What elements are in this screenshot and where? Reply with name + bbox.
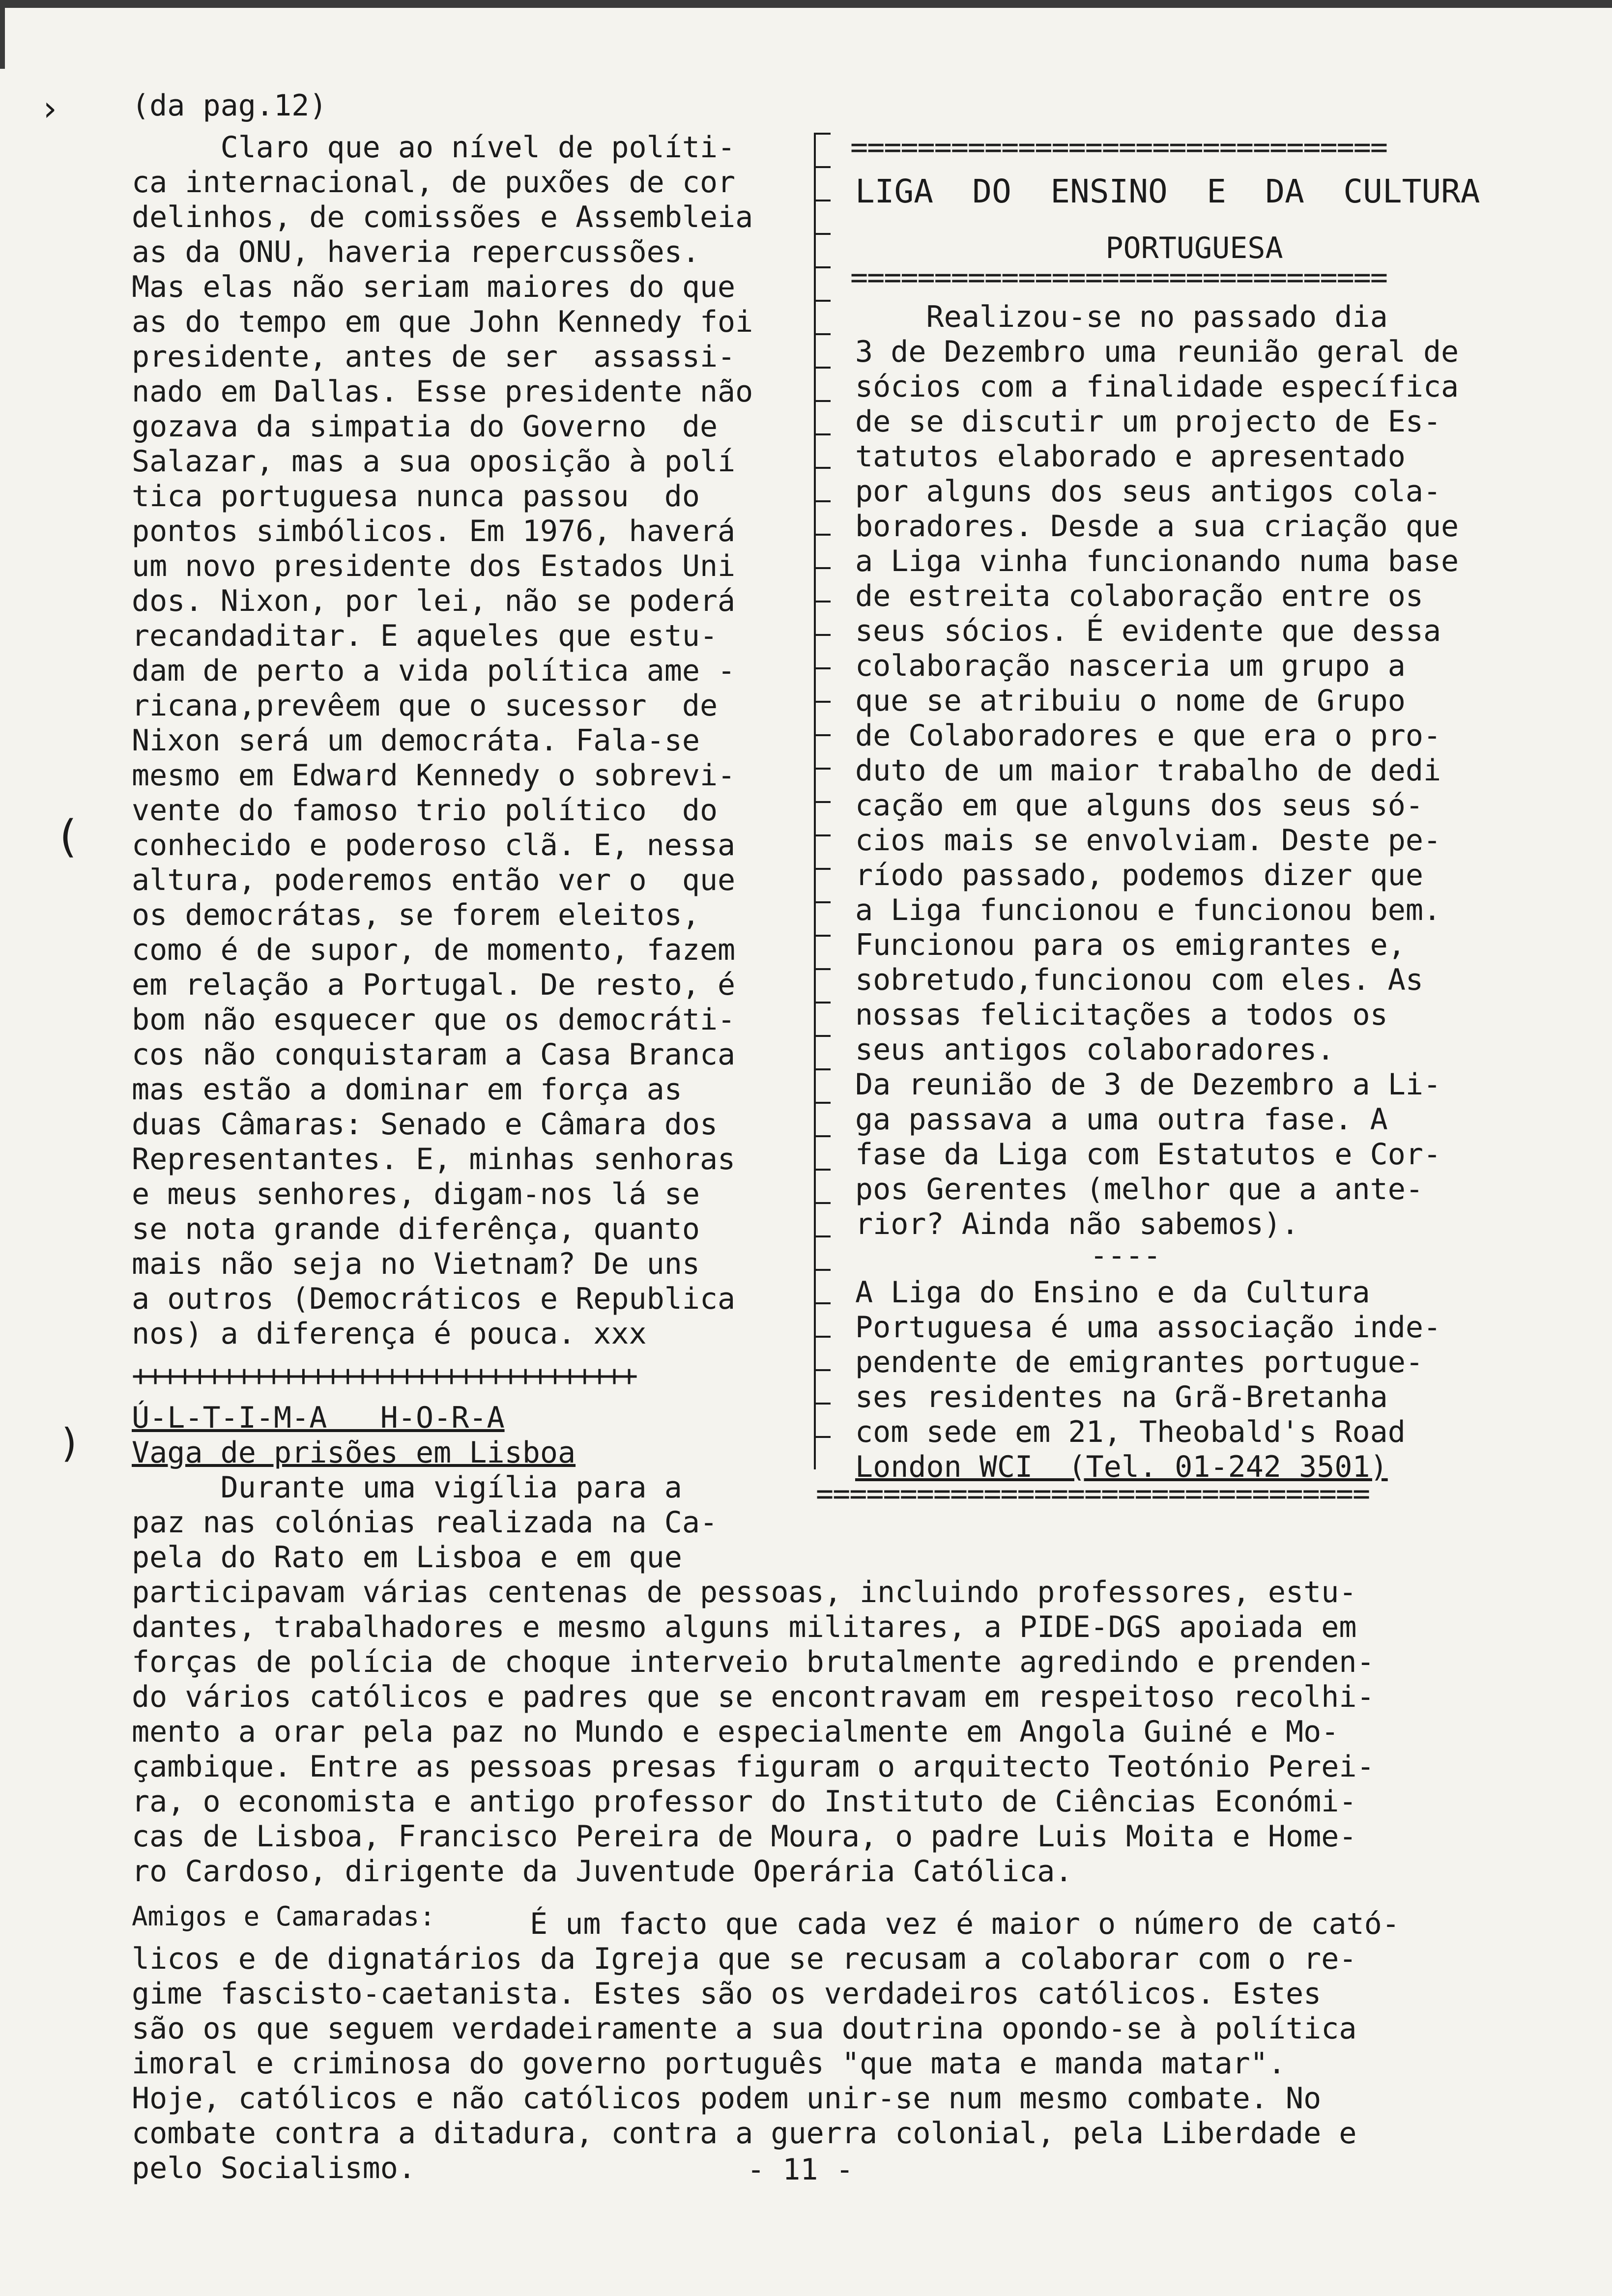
text-line: fase da Liga com Estatutos e Cor- — [855, 1137, 1441, 1172]
text-line: tatutos elaborado e apresentado — [855, 439, 1406, 474]
text-line: a outros (Democráticos e Republica — [132, 1282, 736, 1316]
text-line: conhecido e poderoso clã. E, nessa — [132, 828, 736, 862]
text-line: participavam várias centenas de pessoas, incluindo professores, estu- — [132, 1575, 1357, 1609]
box-subtitle: PORTUGUESA — [1105, 231, 1283, 265]
address-line: A Liga do Ensino e da Cultura — [855, 1275, 1370, 1310]
text-line: mento a orar pela paz no Mundo e especialmente em Angola Guiné e Mo- — [132, 1715, 1339, 1749]
text-line: são os que seguem verdadeiramente a sua doutrina opondo-se à política — [132, 2011, 1357, 2046]
text-line: de se discutir um projecto de Es- — [855, 404, 1441, 439]
dash-separator: ---- — [1090, 1238, 1161, 1273]
text-line: ro Cardoso, dirigente da Juventude Operária Católica. — [132, 1854, 1073, 1889]
text-line: cas de Lisboa, Francisco Pereira de Moura, o padre Luis Moita e Home- — [132, 1819, 1357, 1854]
text-line: mesmo em Edward Kennedy o sobrevi- — [132, 758, 736, 793]
text-line: presidente, antes de ser assassi- — [132, 340, 736, 374]
text-line: Realizou-se no passado dia — [855, 300, 1388, 334]
text-line: altura, poderemos então ver o que — [132, 863, 736, 897]
page-top-edge — [0, 0, 1612, 8]
text-line: e meus senhores, digam-nos lá se — [132, 1177, 700, 1211]
margin-paren: ) — [58, 1420, 82, 1466]
text-line: Da reunião de 3 de Dezembro a Li- — [855, 1067, 1441, 1102]
plus-rule: ++++++++++++++++++++++++++++++++++ — [132, 1361, 635, 1391]
text-line: gozava da simpatia do Governo de — [132, 409, 718, 444]
address-line: Portuguesa é uma associação inde- — [855, 1310, 1441, 1345]
text-line: pontos simbólicos. Em 1976, haverá — [132, 514, 736, 548]
text-line: duto de um maior trabalho de dedi — [855, 753, 1441, 788]
address-bottom-rule: ================================= — [816, 1479, 1370, 1509]
text-line: do vários católicos e padres que se encontravam em respeitoso recolhi- — [132, 1680, 1375, 1714]
text-line: a Liga funcionou e funcionou bem. — [855, 893, 1441, 927]
text-line: Durante uma vigília para a — [132, 1470, 682, 1505]
right-column — [855, 300, 1533, 1242]
text-line: que se atribuiu o nome de Grupo — [855, 684, 1406, 718]
text-line: em relação a Portugal. De resto, é — [132, 968, 736, 1002]
text-line: ca internacional, de puxões de cor — [132, 165, 736, 200]
text-line: boradores. Desde a sua criação que — [855, 509, 1459, 544]
text-line: duas Câmaras: Senado e Câmara dos — [132, 1107, 718, 1142]
page-left-edge — [0, 0, 5, 69]
address-line: London WCI (Tel. 01-242 3501) — [855, 1450, 1388, 1484]
section-subheading: Vaga de prisões em Lisboa — [132, 1435, 576, 1470]
text-line: como é de supor, de momento, fazem — [132, 933, 736, 967]
text-line: colaboração nasceria um grupo a — [855, 649, 1406, 683]
text-line: seus antigos colaboradores. — [855, 1033, 1335, 1067]
text-line: licos e de dignatários da Igreja que se recusam a colaborar com o re- — [132, 1942, 1357, 1976]
text-line: dam de perto a vida política ame - — [132, 654, 736, 688]
text-line: rior? Ainda não sabemos). — [855, 1207, 1299, 1241]
text-line: recandaditar. E aqueles que estu- — [132, 619, 718, 653]
address-block — [855, 1275, 1533, 1485]
margin-mark: › — [39, 88, 60, 129]
text-line: por alguns dos seus antigos cola- — [855, 474, 1441, 509]
text-line: dos. Nixon, por lei, não se poderá — [132, 584, 736, 618]
text-line: seus sócios. É evidente que dessa — [855, 614, 1441, 648]
box-bottom-rule: ================================ — [850, 263, 1387, 292]
text-line: vente do famoso trio político do — [132, 793, 718, 828]
text-line: ricana,prevêem que o sucessor de — [132, 689, 718, 723]
margin-bracket: ( — [54, 811, 81, 862]
text-line: ra, o economista e antigo professor do Instituto de Ciências Económi- — [132, 1784, 1357, 1819]
text-line: os democrátas, se forem eleitos, — [132, 898, 700, 932]
text-line: Claro que ao nível de políti- — [132, 130, 736, 165]
text-line: forças de polícia de choque interveio brutalmente agredindo e prenden- — [132, 1645, 1375, 1679]
text-line: mas estão a dominar em força as — [132, 1072, 682, 1107]
text-line: Funcionou para os emigrantes e, — [855, 928, 1406, 962]
address-line: com sede em 21, Theobald's Road — [855, 1415, 1406, 1449]
text-line: sócios com a finalidade específica — [855, 370, 1459, 404]
page-number: - 11 - — [747, 2152, 854, 2187]
text-line: paz nas colónias realizada na Ca- — [132, 1505, 718, 1540]
text-line: nado em Dallas. Esse presidente não — [132, 374, 753, 409]
text-line: Hoje, católicos e não católicos podem unir-se num mesmo combate. No — [132, 2081, 1322, 2116]
text-line: Salazar, mas a sua oposição à polí — [132, 444, 736, 479]
text-line: combate contra a ditadura, contra a guerra colonial, pela Liberdade e — [132, 2116, 1357, 2151]
text-line: 3 de Dezembro uma reunião geral de — [855, 335, 1459, 369]
text-line: cos não conquistaram a Casa Branca — [132, 1037, 736, 1072]
text-line: pelo Socialismo. — [132, 2151, 416, 2185]
text-line: Nixon será um democráta. Fala-se — [132, 723, 700, 758]
text-line: bom não esquecer que os democráti- — [132, 1003, 736, 1037]
text-line: se nota grande diferênça, quanto — [132, 1212, 700, 1246]
text-line: de Colaboradores e que era o pro- — [855, 718, 1441, 753]
box-top-rule: ================================ — [850, 133, 1387, 162]
address-line: ses residentes na Grã-Bretanha — [855, 1380, 1388, 1414]
text-line: çambique. Entre as pessoas presas figuram o arquitecto Teotónio Perei- — [132, 1750, 1375, 1784]
text-line: cação em que alguns dos seus só- — [855, 788, 1423, 823]
continuation-note: (da pag.12) — [132, 88, 327, 123]
text-line: delinhos, de comissões e Assembleia — [132, 200, 753, 234]
text-line: sobretudo,funcionou com eles. As — [855, 963, 1423, 997]
text-line: pos Gerentes (melhor que a ante- — [855, 1172, 1423, 1206]
text-line: gime fascisto-caetanista. Estes são os verdadeiros católicos. Estes — [132, 1977, 1322, 2011]
text-line: pela do Rato em Lisboa e em que — [132, 1540, 682, 1575]
text-line: nossas felicitações a todos os — [855, 998, 1388, 1032]
text-line: de estreita colaboração entre os — [855, 579, 1423, 613]
closing-salutation: Amigos e Camaradas: — [132, 1901, 435, 1932]
section-heading: Ú-L-T-I-M-A H-O-R-A — [132, 1401, 505, 1435]
text-line: ríodo passado, podemos dizer que — [855, 858, 1423, 892]
text-line: mais não seja no Vietnam? De uns — [132, 1247, 700, 1281]
text-line: Mas elas não seriam maiores do que — [132, 270, 736, 304]
text-line: cios mais se envolviam. Deste pe- — [855, 823, 1441, 858]
text-line: as da ONU, haveria repercussões. — [132, 235, 700, 269]
address-line: pendente de emigrantes portugue- — [855, 1345, 1423, 1379]
box-title: LIGA DO ENSINO E DA CULTURA — [855, 172, 1480, 210]
left-column — [132, 130, 815, 1575]
text-line: imoral e criminosa do governo português "que mata e manda matar". — [132, 2046, 1286, 2081]
text-line: nos) a diferença é pouca. xxx — [132, 1317, 647, 1351]
full-width-text — [132, 1575, 1557, 1889]
text-line: ga passava a uma outra fase. A — [855, 1102, 1388, 1137]
text-line: um novo presidente dos Estados Uni — [132, 549, 736, 583]
text-line: tica portuguesa nunca passou do — [132, 479, 700, 514]
text-line: as do tempo em que John Kennedy foi — [132, 305, 753, 339]
text-line: dantes, trabalhadores e mesmo alguns militares, a PIDE-DGS apoiada em — [132, 1610, 1357, 1644]
text-line: a Liga vinha funcionando numa base — [855, 544, 1459, 578]
text-line: Representantes. E, minhas senhoras — [132, 1142, 736, 1177]
column-separator — [814, 133, 831, 1469]
closing-paragraph — [132, 1907, 1557, 2186]
text-line: É um facto que cada vez é maior o número de cató- — [530, 1907, 1400, 1941]
